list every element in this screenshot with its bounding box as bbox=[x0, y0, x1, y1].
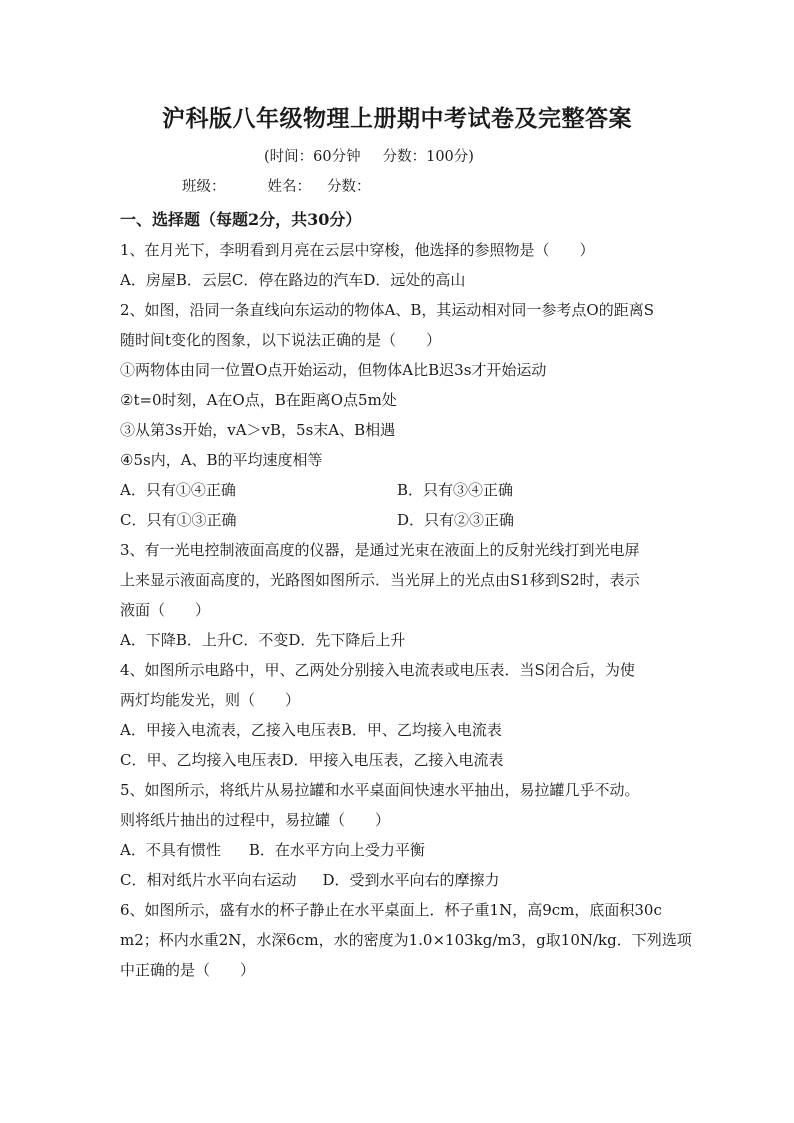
question-2-statement-4: ④5s内，A、B的平均速度相等 bbox=[120, 451, 323, 469]
question-2-option-b: B．只有③④正确 bbox=[397, 481, 514, 499]
exam-total-score: 分数：100分) bbox=[382, 149, 474, 165]
question-5-option-b: B．在水平方向上受力平衡 bbox=[248, 841, 425, 859]
question-2-stem-line2: 随时间t变化的图象，以下说法正确的是（ ） bbox=[120, 331, 442, 349]
question-5-options-row-2 bbox=[120, 865, 680, 895]
question-2-stem-line1: 2、如图，沿同一条直线向东运动的物体A、B，其运动相对同一参考点O的距离S bbox=[120, 301, 654, 319]
question-3-options: A．下降B．上升C．不变D．先下降后上升 bbox=[120, 631, 406, 649]
question-2-option-c: C．只有①③正确 bbox=[120, 511, 237, 529]
exam-time: (时间：60分钟 bbox=[264, 149, 361, 165]
question-2-options-row-2 bbox=[120, 505, 680, 535]
question-5-stem-line2: 则将纸片抽出的过程中，易拉罐（ ） bbox=[120, 811, 391, 829]
class-label: 班级： bbox=[182, 179, 226, 195]
question-5-options-row-1 bbox=[120, 835, 680, 865]
question-5-option-d: D．受到水平向右的摩擦力 bbox=[322, 871, 500, 889]
question-2-options-row-1 bbox=[120, 475, 680, 505]
name-label: 姓名： bbox=[267, 179, 311, 195]
question-4-stem-line1: 4、如图所示电路中，甲、乙两处分别接入电流表或电压表．当S闭合后，为使 bbox=[120, 661, 635, 679]
question-4-options-line1: A．甲接入电流表，乙接入电压表B．甲、乙均接入电流表 bbox=[120, 721, 502, 739]
question-1-stem: 1、在月光下，李明看到月亮在云层中穿梭，他选择的参照物是（ ） bbox=[120, 241, 595, 259]
exam-meta bbox=[264, 145, 474, 166]
question-2-statement-1: ①两物体由同一位置O点开始运动，但物体A比B迟3s才开始运动 bbox=[120, 361, 547, 379]
question-2-option-a: A．只有①④正确 bbox=[120, 481, 236, 499]
document-title: 沪科版八年级物理上册期中考试卷及完整答案 bbox=[162, 105, 632, 132]
question-2-option-d: D．只有②③正确 bbox=[397, 511, 515, 529]
question-6-stem-line2: m2；杯内水重2N，水深6cm，水的密度为1.0×103kg/m3，g取10N/kg．下列选项 bbox=[120, 931, 692, 949]
question-2-statement-3: ③从第3s开始，vA＞vB，5s末A、B相遇 bbox=[120, 421, 396, 439]
question-5-option-a: A．不具有惯性 bbox=[120, 841, 221, 859]
question-4-options-line2: C．甲、乙均接入电压表D．甲接入电压表，乙接入电流表 bbox=[120, 751, 504, 769]
question-5-option-c: C．相对纸片水平向右运动 bbox=[120, 871, 297, 889]
question-1-options: A．房屋B．云层C．停在路边的汽车D．远处的高山 bbox=[120, 271, 466, 289]
score-label: 分数： bbox=[327, 179, 371, 195]
question-3-stem-line2: 上来显示液面高度的，光路图如图所示．当光屏上的光点由S1移到S2时，表示 bbox=[120, 571, 640, 589]
question-5-stem-line1: 5、如图所示，将纸片从易拉罐和水平桌面间快速水平抽出，易拉罐几乎不动。 bbox=[120, 781, 640, 799]
question-6-stem-line3: 中正确的是（ ） bbox=[120, 961, 256, 979]
section-heading: 一、选择题（每题2分，共30分） bbox=[120, 210, 362, 229]
question-6-stem-line1: 6、如图所示，盛有水的杯子静止在水平桌面上．杯子重1N，高9cm，底面积30c bbox=[120, 901, 662, 919]
exam-content bbox=[120, 205, 692, 985]
question-2-statement-2: ②t=0时刻，A在O点，B在距离O点5m处 bbox=[120, 391, 397, 409]
question-3-stem-line3: 液面（ ） bbox=[120, 601, 211, 619]
student-info bbox=[182, 175, 371, 196]
question-4-stem-line2: 两灯均能发光，则（ ） bbox=[120, 691, 301, 709]
question-3-stem-line1: 3、有一光电控制液面高度的仪器，是通过光束在液面上的反射光线打到光电屏 bbox=[120, 541, 640, 559]
